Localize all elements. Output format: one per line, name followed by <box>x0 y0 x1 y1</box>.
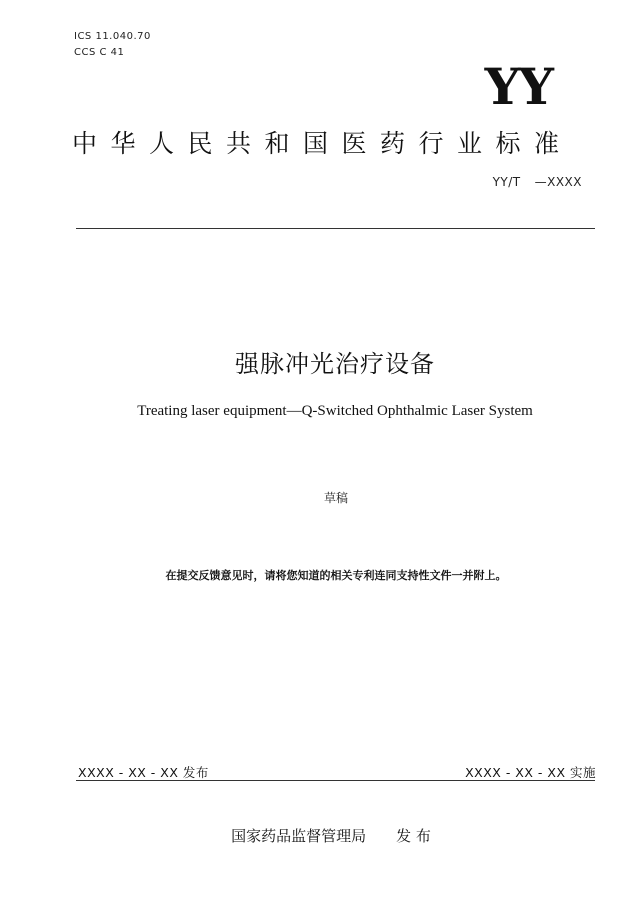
implementation-date: XXXX - XX - XX 实施 <box>465 765 596 780</box>
issuer-name: 国家药品监督管理局 <box>231 827 367 845</box>
draft-status: 草稿 <box>323 491 348 505</box>
top-divider <box>76 228 595 229</box>
document-title-cn: 强脉冲光治疗设备 <box>235 350 435 378</box>
standard-category-title: 中华人民共和国医药行业标准 <box>72 129 573 158</box>
ccs-code: CCS C 41 <box>74 47 125 58</box>
issuer-action: 发 布 <box>396 827 431 845</box>
standard-mark-logo: YY <box>484 57 552 116</box>
standard-number-value: —XXXX <box>534 175 582 189</box>
document-title-en: Treating laser equipment—Q-Switched Ophthalmic Laser System <box>137 403 533 419</box>
issuing-authority <box>0 825 640 846</box>
patent-notice: 在提交反馈意见时，请将您知道的相关专利连同支持性文件一并附上。 <box>165 569 507 582</box>
standard-number <box>493 175 582 189</box>
ics-code: ICS 11.040.70 <box>74 31 151 42</box>
standard-number-prefix: YY/T <box>492 175 521 189</box>
issue-date: XXXX - XX - XX 发布 <box>78 765 209 780</box>
bottom-divider <box>76 780 595 781</box>
